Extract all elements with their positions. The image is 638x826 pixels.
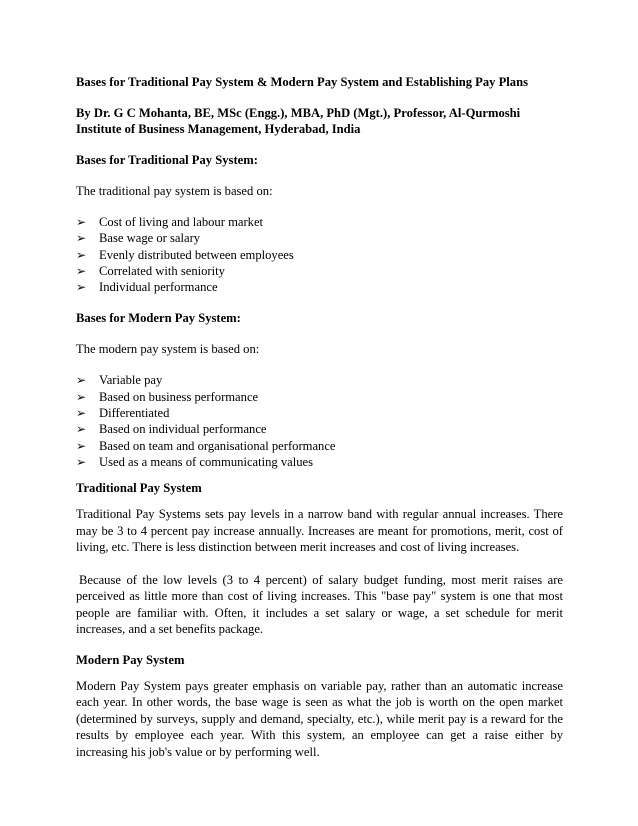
arrow-bullet-icon: ➢ <box>76 422 87 437</box>
modern-system-heading: Modern Pay System <box>76 652 185 667</box>
traditional-system-heading: Traditional Pay System <box>76 481 202 496</box>
list-item: ➢ Based on individual performance <box>76 422 267 437</box>
list-item: ➢ Used as a means of communicating values <box>76 454 314 469</box>
arrow-bullet-icon: ➢ <box>76 280 87 295</box>
arrow-bullet-icon: ➢ <box>76 406 87 421</box>
traditional-system-paragraph-1: Traditional Pay Systems sets pay levels in a narrow band with regular annual increases. There may be 3 to 4 percent pay increase annually. Increases are meant for promotions, merit, cost of living, etc. There is less distinction between merit increases and cost of living increases. <box>76 507 563 555</box>
arrow-bullet-icon: ➢ <box>76 231 87 246</box>
traditional-system-paragraph-2: Because of the low levels (3 to 4 percent) of salary budget funding, most merit raises are perceived as little more than cost of living increases. This "base pay" system is one that most people are familiar with. Often, it includes a set salary or wage, a set schedule for merit increases, and a set benefits package. <box>76 572 563 637</box>
author-line-1: By Dr. G C Mohanta, BE, MSc (Engg.), MBA, PhD (Mgt.), Professor, Al-Qurmoshi <box>76 106 521 120</box>
list-item: ➢ Cost of living and labour market <box>76 215 264 229</box>
arrow-bullet-icon: ➢ <box>76 389 87 404</box>
arrow-bullet-icon: ➢ <box>76 373 87 388</box>
arrow-bullet-icon: ➢ <box>76 438 87 453</box>
author-block <box>76 105 563 137</box>
arrow-bullet-icon: ➢ <box>76 215 87 229</box>
list-item: ➢ Based on business performance <box>76 389 259 404</box>
arrow-bullet-icon: ➢ <box>76 247 87 262</box>
list-item: ➢ Base wage or salary <box>76 231 201 246</box>
modern-bases-intro: The modern pay system is based on: <box>76 342 260 357</box>
list-item: ➢ Correlated with seniority <box>76 263 225 278</box>
modern-bases-list <box>76 372 563 470</box>
list-item: ➢ Individual performance <box>76 280 218 295</box>
arrow-bullet-icon: ➢ <box>76 454 87 469</box>
list-item: ➢ Differentiated <box>76 406 170 421</box>
author-line-2: Institute of Business Management, Hyderabad, India <box>76 122 361 136</box>
document-body <box>76 74 563 760</box>
traditional-bases-list <box>76 214 563 295</box>
arrow-bullet-icon: ➢ <box>76 263 87 278</box>
traditional-bases-intro: The traditional pay system is based on: <box>76 184 273 198</box>
document-title: Bases for Traditional Pay System & Modern Pay System and Establishing Pay Plans <box>76 75 529 89</box>
modern-system-paragraph-1: Modern Pay System pays greater emphasis on variable pay, rather than an automatic increase each year. In other words, the base wage is seen as what the job is worth on the open market (determined by surveys, supply and demand, specialty, etc.), while merit pay is a reward for the results by employee each year. With this system, an employee can get a raise either by increasing his job's value or by performing well. <box>76 678 563 759</box>
modern-bases-heading: Bases for Modern Pay System: <box>76 311 241 326</box>
list-item: ➢ Variable pay <box>76 373 163 388</box>
list-item: ➢ Evenly distributed between employees <box>76 247 294 262</box>
traditional-bases-heading: Bases for Traditional Pay System: <box>76 153 258 167</box>
list-item: ➢ Based on team and organisational performance <box>76 438 336 453</box>
